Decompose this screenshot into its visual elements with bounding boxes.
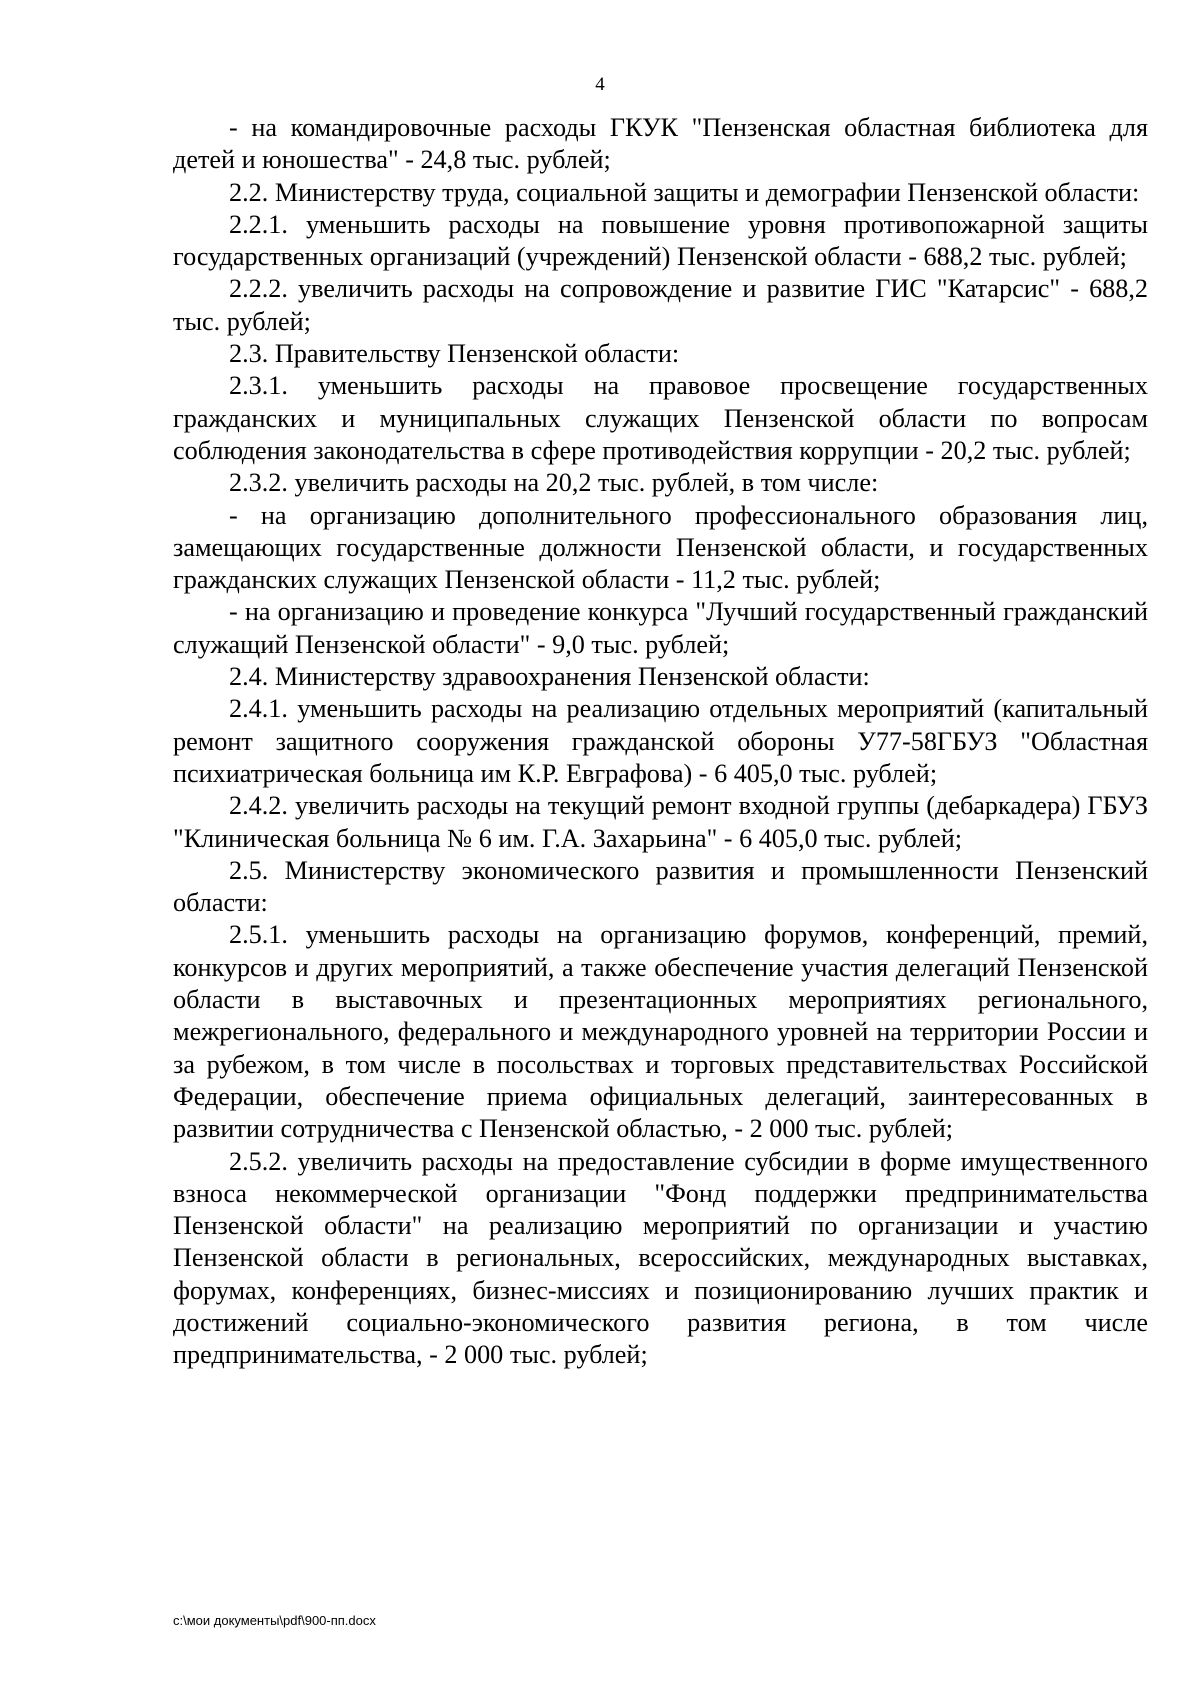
paragraph-2-3-2: 2.3.2. увеличить расходы на 20,2 тыс. рублей, в том числе: xyxy=(229,468,879,498)
paragraph-2-4-2: 2.4.2. увеличить расходы на текущий ремонт входной группы (дебаркадера) ГБУЗ "Клиническая больница № 6 им. Г.А. Захарьина" - 6 405,0 тыс. рублей; xyxy=(173,791,1148,853)
paragraph-library-travel-expenses: - на командировочные расходы ГКУК "Пензенская областная библиотека для детей и юношества" - 24,8 тыс. рублей; xyxy=(173,113,1148,175)
paragraph-2-2-2: 2.2.2. увеличить расходы на сопровождение и развитие ГИС "Катарсис" - 688,2 тыс. рублей; xyxy=(173,274,1148,336)
paragraph-best-civil-servant-contest: - на организацию и проведение конкурса "Лучший государственный гражданский служащий Пензенской области" - 9,0 тыс. рублей; xyxy=(173,597,1148,659)
paragraph-2-4-heading: 2.4. Министерству здравоохранения Пензенской области: xyxy=(229,662,870,692)
paragraph-2-2-heading: 2.2. Министерству труда, социальной защиты и демографии Пензенской области: xyxy=(229,177,1140,207)
paragraph-2-4-1: 2.4.1. уменьшить расходы на реализацию отдельных мероприятий (капитальный ремонт защитного сооружения гражданской обороны У77-58ГБУЗ "Областная психиатрическая больница им К.Р. Евграфова) - 6 405,0 тыс. рублей; xyxy=(173,694,1148,788)
paragraph-2-5-heading: 2.5. Министерству экономического развития и промышленности Пензенский области: xyxy=(173,855,1148,918)
paragraph-2-2-1: 2.2.1. уменьшить расходы на повышение уровня противопожарной защиты государственных организаций (учреждений) Пензенской области - 688,2 тыс. рублей; xyxy=(173,209,1148,272)
paragraph-professional-education: - на организацию дополнительного профессионального образования лиц, замещающих государственные должности Пензенской области, и государственных гражданских служащих Пензенской области - 11,2 тыс. рублей; xyxy=(173,500,1148,595)
page-number: 4 xyxy=(595,74,605,95)
footer-file-path: c:\мои документы\pdf\900-пп.docx xyxy=(173,1613,376,1628)
paragraph-2-3-1: 2.3.1. уменьшить расходы на правовое просвещение государственных гражданских и муниципальных служащих Пензенской области по вопросам соблюдения законодательства в сфере противодействия коррупции - 20,2 тыс. рублей; xyxy=(173,371,1148,465)
paragraph-2-5-2: 2.5.2. увеличить расходы на предоставление субсидии в форме имущественного взноса некоммерческой организации "Фонд поддержки предпринимательства Пензенской области" на реализацию мероприятий по организации и участию Пензенской области в региональных, всероссийских, международных выставках, форумах, конференциях, бизнес-миссиях и позиционированию лучших практик и достижений социально-экономического развития региона, в том числе предпринимательства, - 2 000 тыс. рублей; xyxy=(173,1146,1148,1370)
document-body xyxy=(173,112,1148,1372)
paragraph-2-3-heading: 2.3. Правительству Пензенской области: xyxy=(229,339,680,369)
paragraph-2-5-1: 2.5.1. уменьшить расходы на организацию форумов, конференций, премий, конкурсов и других мероприятий, а также обеспечение участия делегаций Пензенской области в выставочных и презентационных мероприятиях регионального, межрегионального, федерального и международного уровней на территории России и за рубежом, в том числе в посольствах и торговых представительствах Российской Федерации, обеспечение приема официальных делегаций, заинтересованных в развитии сотрудничества с Пензенской областью, - 2 000 тыс. рублей; xyxy=(173,920,1148,1144)
